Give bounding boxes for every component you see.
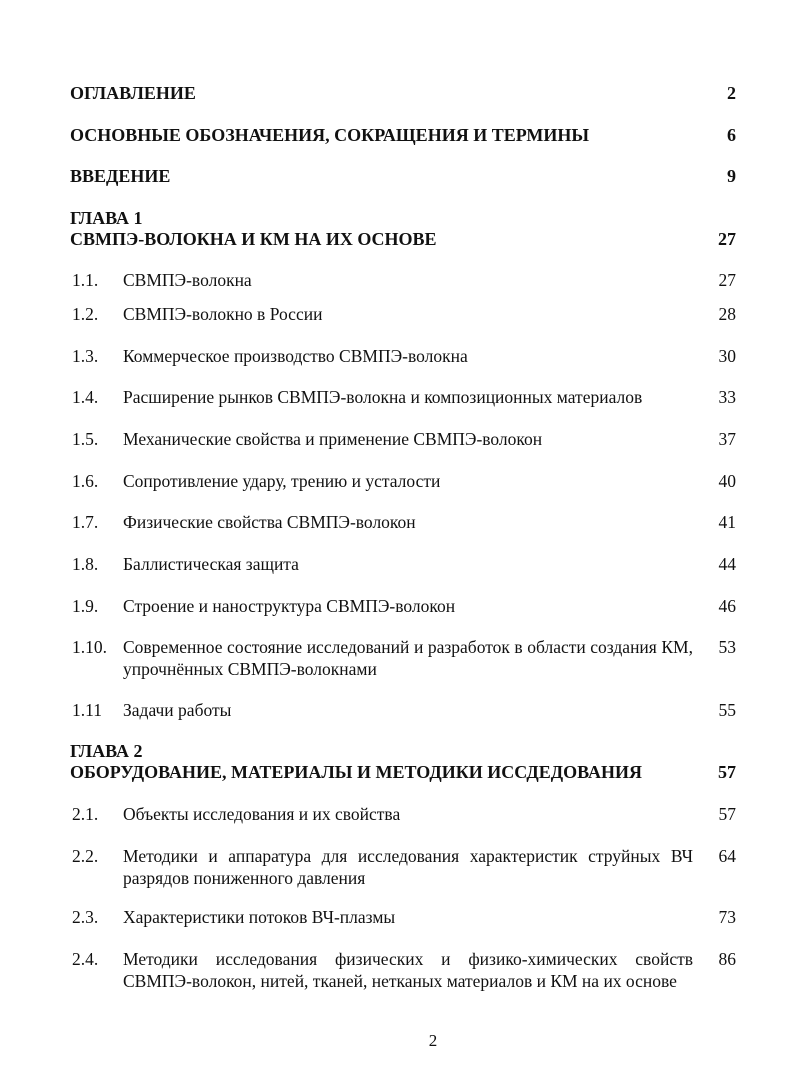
chapter-page: 57 [718,762,736,782]
section-number: 2.4. [72,949,99,969]
section-title: Сопротивление удару, трению и усталости [123,471,441,491]
section-number: 1.4. [72,387,99,407]
section-number: 1.6. [72,471,99,491]
section-number: 1.9. [72,596,99,616]
section-title: Объекты исследования и их свойства [123,804,401,824]
section-number: 2.2. [72,846,99,866]
toc-heading-title: ВВЕДЕНИЕ [70,166,171,186]
section-title: СВМПЭ-волокна [123,270,252,290]
section-title: Строение и наноструктура СВМПЭ-волокон [123,596,456,616]
section-page: 33 [718,387,736,407]
section-page: 30 [718,346,736,366]
toc-heading-title: ОСНОВНЫЕ ОБОЗНАЧЕНИЯ, СОКРАЩЕНИЯ И ТЕРМИНЫ [70,125,590,145]
section-page: 53 [718,637,736,657]
chapter-title: ОБОРУДОВАНИЕ, МАТЕРИАЛЫ И МЕТОДИКИ ИССДЕДОВАНИЯ [70,762,643,782]
section-page: 41 [718,512,736,532]
section-page: 73 [718,907,736,927]
toc-heading-page: 9 [727,166,736,186]
section-title: Методики исследования физических и физико-химических свойств СВМПЭ-волокон, нитей, тканей, нетканых материалов и КМ на их основе [123,949,693,991]
section-page: 64 [718,846,736,866]
section-page: 27 [718,270,736,290]
section-number: 1.5. [72,429,99,449]
section-number: 2.1. [72,804,99,824]
section-page: 86 [718,949,736,969]
section-title: Методики и аппаратура для исследования характеристик струйных ВЧ разрядов пониженного давления [123,846,693,888]
section-number: 1.11 [72,700,102,720]
section-page: 28 [718,304,736,324]
chapter-page: 27 [718,229,736,249]
section-page: 57 [718,804,736,824]
section-title: Характеристики потоков ВЧ-плазмы [123,907,396,927]
chapter-label: ГЛАВА 2 [70,741,143,761]
section-page: 37 [718,429,736,449]
section-title: Современное состояние исследований и разработок в области создания КМ, упрочнённых СВМПЭ-волокнами [123,637,693,679]
section-page: 40 [718,471,736,491]
section-title: СВМПЭ-волокно в России [123,304,323,324]
section-number: 2.3. [72,907,99,927]
section-number: 1.8. [72,554,99,574]
section-number: 1.10. [72,637,107,657]
section-title: Физические свойства СВМПЭ-волокон [123,512,416,532]
section-page: 44 [718,554,736,574]
page-number: 2 [428,1031,438,1050]
section-title: Расширение рынков СВМПЭ-волокна и композиционных материалов [123,387,643,407]
toc-heading-page: 2 [727,83,736,103]
section-number: 1.1. [72,270,99,290]
section-number: 1.7. [72,512,99,532]
section-title: Задачи работы [123,700,232,720]
chapter-title: СВМПЭ-ВОЛОКНА И КМ НА ИХ ОСНОВЕ [70,229,437,249]
section-number: 1.3. [72,346,99,366]
toc-heading-title: ОГЛАВЛЕНИЕ [70,83,196,103]
section-page: 55 [718,700,736,720]
section-number: 1.2. [72,304,99,324]
chapter-label: ГЛАВА 1 [70,208,143,228]
section-title: Коммерческое производство СВМПЭ-волокна [123,346,468,366]
toc-heading-page: 6 [727,125,736,145]
section-page: 46 [718,596,736,616]
section-title: Механические свойства и применение СВМПЭ-волокон [123,429,543,449]
section-title: Баллистическая защита [123,554,299,574]
